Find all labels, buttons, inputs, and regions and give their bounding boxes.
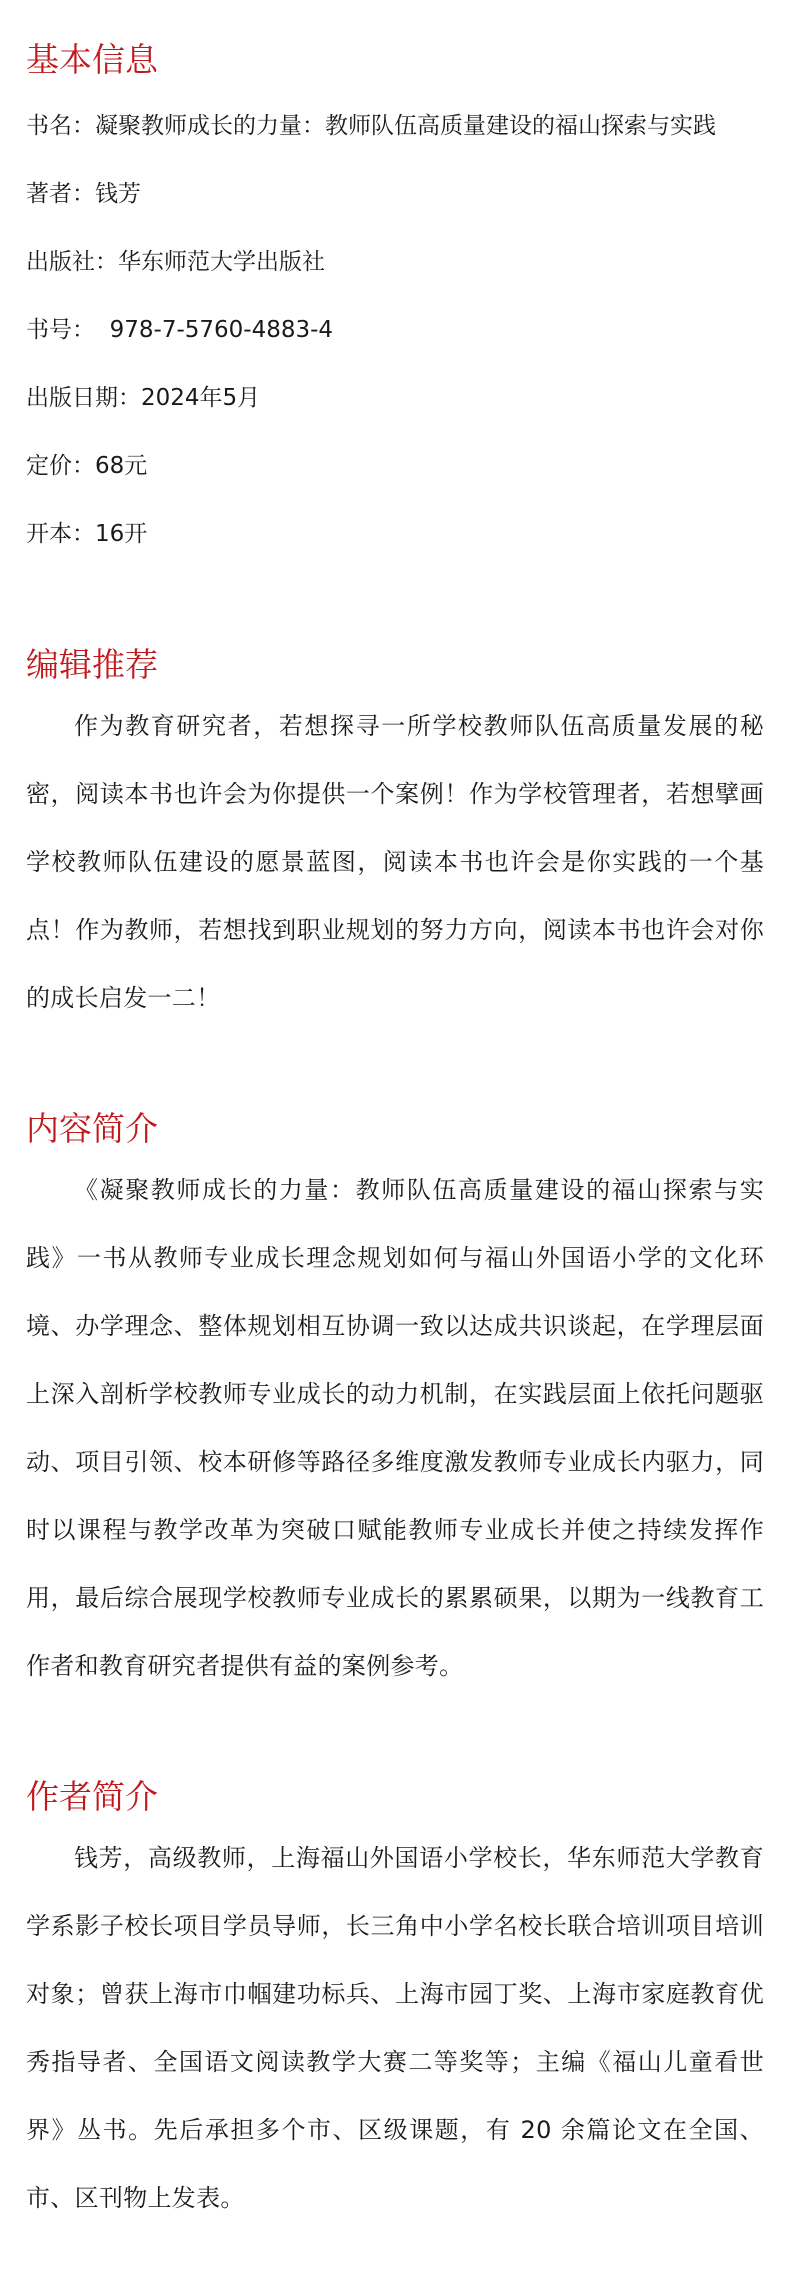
basic-info-section bbox=[26, 0, 764, 568]
publisher-line: 出版社：华东师范大学出版社 bbox=[26, 249, 325, 275]
format-line: 开本：16开 bbox=[26, 521, 148, 547]
basic-info-heading: 基本信息 bbox=[26, 40, 158, 79]
content-summary-section bbox=[26, 1107, 764, 1700]
isbn-line: 书号： 978-7-5760-4883-4 bbox=[26, 317, 334, 343]
author-intro-section bbox=[26, 1775, 764, 2232]
content-summary-heading: 内容简介 bbox=[26, 1109, 158, 1148]
publish-date-line: 出版日期：2024年5月 bbox=[26, 385, 261, 411]
author-intro-heading: 作者简介 bbox=[26, 1777, 158, 1816]
content-summary-text: 《凝聚教师成长的力量：教师队伍高质量建设的福山探索与实践》一书从教师专业成长理念规划如何与福山外国语小学的文化环境、办学理念、整体规划相互协调一致以达成共识谈起，在学理层面上深入剖析学校教师专业成长的动力机制，在实践层面上依托问题驱动、项目引领、校本研修等路径多维度激发教师专业成长内驱力，同时以课程与教学改革为突破口赋能教师专业成长并使之持续发挥作用，最后综合展现学校教师专业成长的累累硕果，以期为一线教育工作者和教育研究者提供有益的案例参考。 bbox=[26, 1176, 764, 1680]
author-line: 著者：钱芳 bbox=[26, 181, 141, 207]
editor-recommendation-heading: 编辑推荐 bbox=[26, 645, 158, 684]
editor-recommendation-section bbox=[26, 643, 764, 1032]
editor-recommendation-text: 作为教育研究者，若想探寻一所学校教师队伍高质量发展的秘密，阅读本书也许会为你提供一个案例！作为学校管理者，若想擘画学校教师队伍建设的愿景蓝图，阅读本书也许会是你实践的一个基点！作为教师，若想找到职业规划的努力方向，阅读本书也许会对你的成长启发一二！ bbox=[26, 712, 764, 1012]
book-name-line: 书名：凝聚教师成长的力量：教师队伍高质量建设的福山探索与实践 bbox=[26, 113, 716, 139]
author-intro-text: 钱芳，高级教师，上海福山外国语小学校长，华东师范大学教育学系影子校长项目学员导师，长三角中小学名校长联合培训项目培训对象；曾获上海市巾帼建功标兵、上海市园丁奖、上海市家庭教育优秀指导者、全国语文阅读教学大赛二等奖等；主编《福山儿童看世界》丛书。先后承担多个市、区级课题，有 20 余篇论文在全国、市、区刊物上发表。 bbox=[26, 1844, 764, 2212]
price-line: 定价：68元 bbox=[26, 453, 148, 479]
